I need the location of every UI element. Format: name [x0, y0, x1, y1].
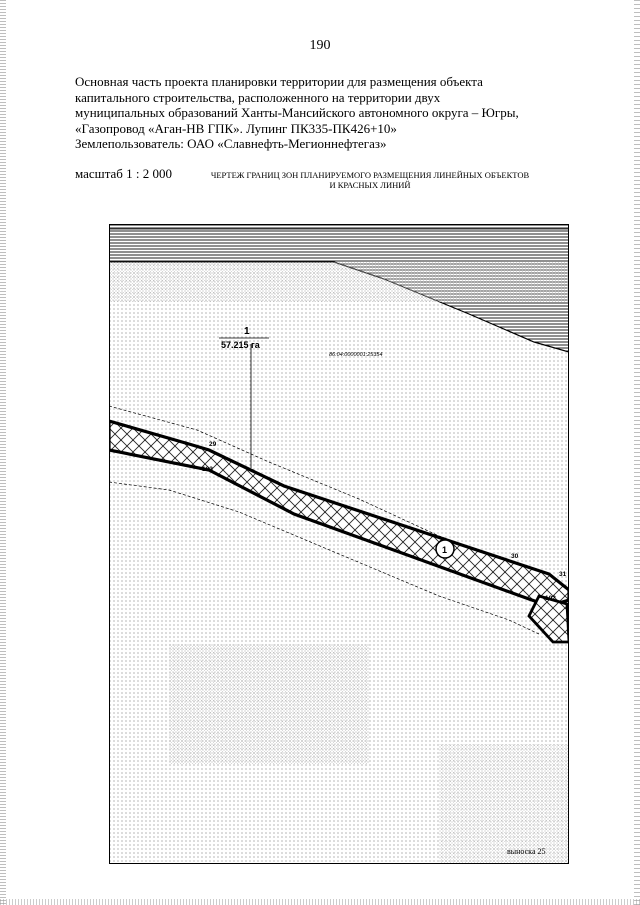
point-label: 31 [559, 571, 567, 578]
cadastral-number: 86:04:0000001:25354 [329, 352, 383, 358]
point-label: 29 [209, 441, 217, 448]
document-header [75, 74, 545, 152]
zone-marker-label: 1 [442, 545, 448, 555]
dense-zone [169, 644, 369, 764]
drawing-title-line1: ЧЕРТЕЖ ГРАНИЦ ЗОН ПЛАНИРУЕМОГО РАЗМЕЩЕНИЯ ЛИНЕЙНЫХ ОБЪЕКТОВ [210, 170, 530, 180]
scan-edge-left [0, 0, 6, 905]
point-label: 103 [202, 466, 213, 473]
map-svg [109, 224, 569, 864]
header-line: Землепользователь: ОАО «Славнефть-Мегионнефтегаз» [75, 136, 387, 151]
sheet-reference: выноска 25 [507, 847, 546, 856]
dense-zone [109, 262, 569, 302]
drawing-title [200, 170, 540, 190]
scan-edge-bottom [0, 899, 640, 905]
parcel-area: 57.215 га [221, 340, 260, 350]
drawing-title-line2: И КРАСНЫХ ЛИНИЙ [329, 180, 411, 190]
parcel-number: 1 [244, 326, 250, 337]
scale-label: масштаб 1 : 2 000 [75, 166, 173, 181]
scan-edge-right [634, 0, 640, 905]
header-line: муниципальных образований Ханты-Мансийского автономного округа – Югры, [75, 105, 519, 120]
header-line: Основная часть проекта планировки территории для размещения объекта [75, 74, 483, 89]
header-line: капитального строительства, расположенного на территории двух [75, 89, 441, 105]
point-label: 102 [545, 595, 556, 602]
map-drawing [109, 224, 569, 864]
header-line: «Газопровод «Аган-НВ ГПК». Лупинг ПК335-ПК426+10» [75, 120, 397, 136]
page-number: 190 [309, 38, 331, 53]
point-label: 30 [511, 553, 519, 560]
dense-zone [439, 744, 569, 864]
